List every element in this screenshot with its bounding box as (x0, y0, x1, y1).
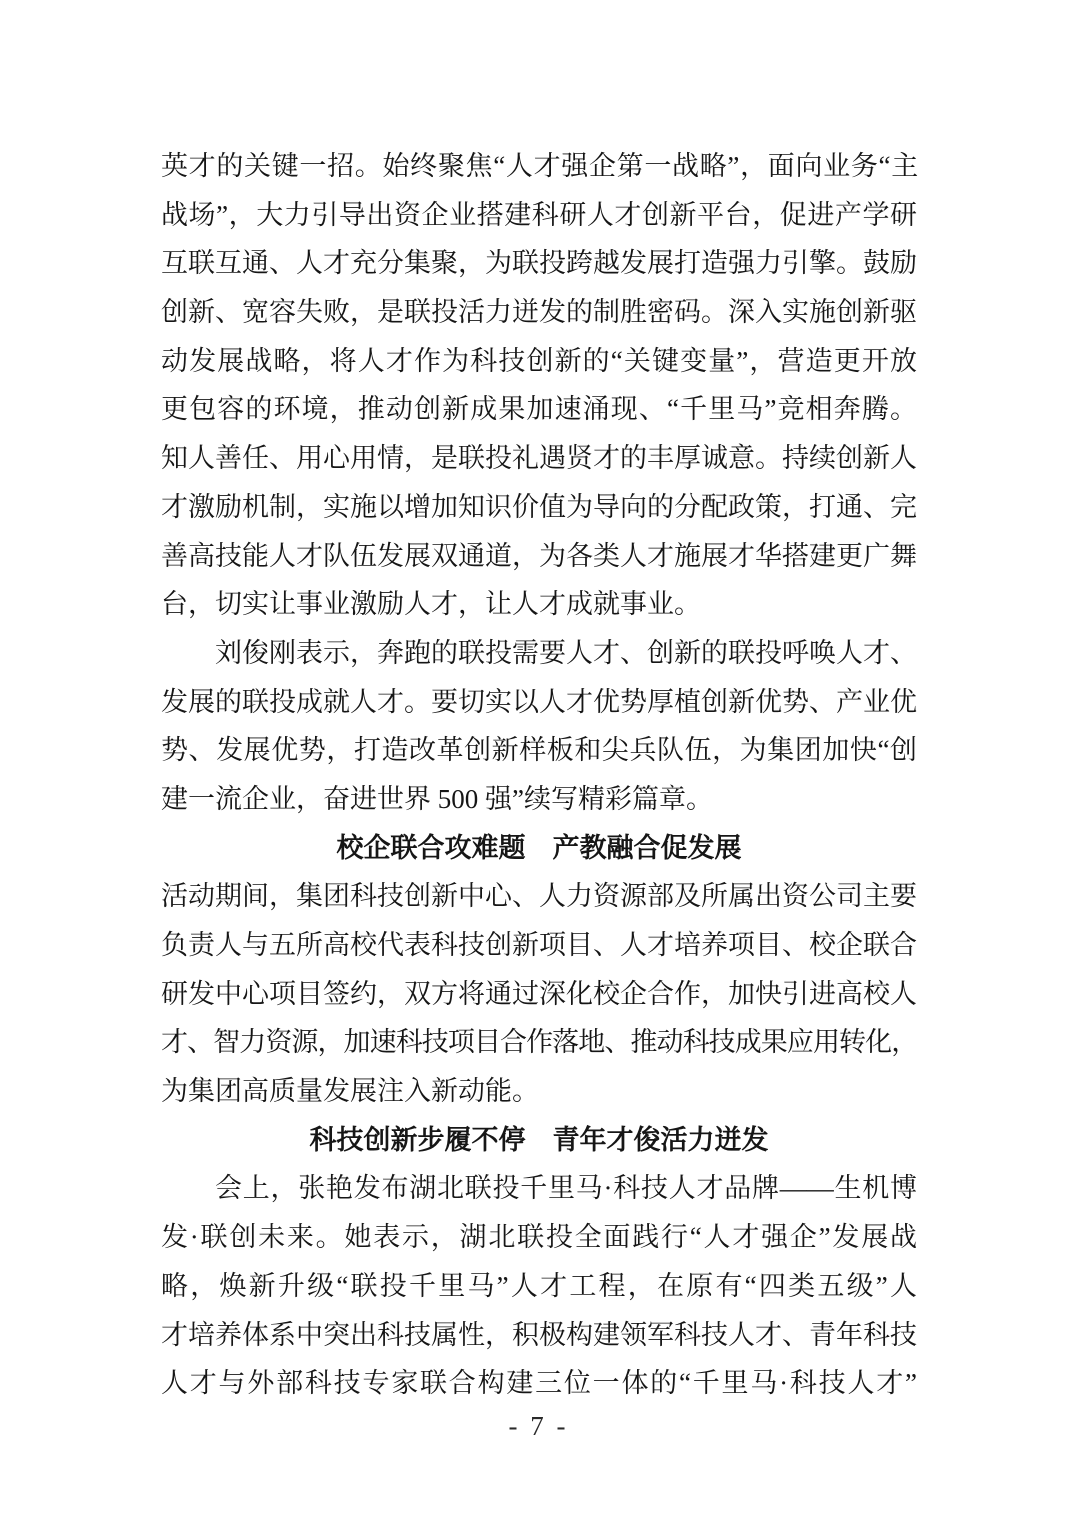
text-line: 刘俊刚表示，奔跑的联投需要人才、创新的联投呼唤人才、 (215, 637, 917, 668)
text-line: 更包容的环境，推动创新成果加速涌现、“千里马”竞相奔腾。 (161, 394, 917, 425)
text-line: 英才的关键一招。始终聚焦“人才强企第一战略”，面向业务“主 (161, 151, 917, 181)
text-line: 活动期间，集团科技创新中心、人力资源部及所属出资公司主要 (161, 881, 917, 912)
section-heading: 校企联合攻难题 产教融合促发展 (336, 832, 742, 863)
text-line: 为集团高质量发展注入新动能。 (161, 1076, 539, 1107)
text-line: 会上，张艳发布湖北联投千里马·科技人才品牌——生机博 (215, 1173, 917, 1204)
section-heading: 科技创新步履不停 青年才俊活力迸发 (309, 1124, 769, 1155)
text-line: 台，切实让事业激励人才，让人才成就事业。 (161, 589, 701, 620)
text-line: 发·联创未来。她表示，湖北联投全面践行“人才强企”发展战 (161, 1222, 917, 1253)
text-line: 才培养体系中突出科技属性，积极构建领军科技人才、青年科技 (161, 1319, 917, 1350)
text-line: 发展的联投成就人才。要切实以人才优势厚植创新优势、产业优 (161, 686, 917, 717)
text-line: 善高技能人才队伍发展双通道，为各类人才施展才华搭建更广舞 (161, 540, 917, 571)
document-body (161, 142, 917, 1408)
text-line: 负责人与五所高校代表科技创新项目、人才培养项目、校企联合 (161, 930, 917, 960)
text-line: 人才与外部科技专家联合构建三位一体的“千里马·科技人才” (161, 1368, 917, 1399)
text-line: 互联互通、人才充分集聚，为联投跨越发展打造强力引擎。鼓励 (161, 248, 917, 279)
page-number: - 7 - (508, 1411, 566, 1441)
text-line: 创新、宽容失败，是联投活力迸发的制胜密码。深入实施创新驱 (161, 297, 917, 328)
text-line: 才激励机制，实施以增加知识价值为导向的分配政策，打通、完 (161, 491, 917, 522)
text-line: 动发展战略，将人才作为科技创新的“关键变量”，营造更开放 (161, 345, 917, 376)
text-line: 才、智力资源，加速科技项目合作落地、推动科技成果应用转化， (161, 1027, 917, 1058)
text-line: 建一流企业，奋进世界 500 强”续写精彩篇章。 (161, 783, 713, 814)
text-line: 战场”，大力引导出资企业搭建科研人才创新平台，促进产学研 (161, 199, 917, 230)
text-line: 知人善任、用心用情，是联投礼遇贤才的丰厚诚意。持续创新人 (161, 443, 917, 474)
text-line: 略，焕新升级“联投千里马”人才工程，在原有“四类五级”人 (161, 1270, 917, 1301)
text-line: 势、发展优势，打造改革创新样板和尖兵队伍，为集团加快“创 (161, 735, 917, 766)
text-line: 研发中心项目签约，双方将通过深化校企合作，加快引进高校人 (161, 978, 917, 1009)
